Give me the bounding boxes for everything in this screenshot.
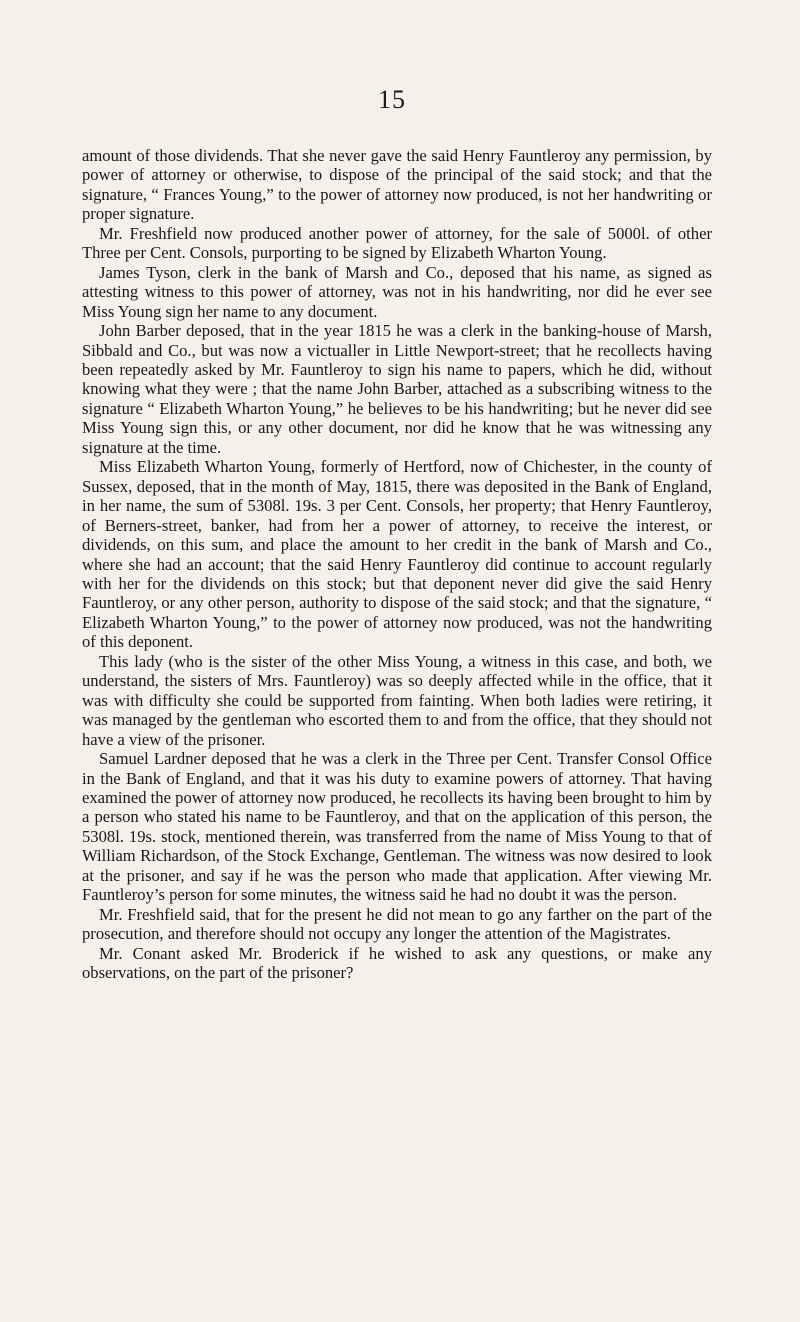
paragraph: Samuel Lardner deposed that he was a clerk in the Three per Cent. Transfer Consol Office in the Bank of England, and that it was his duty to examine powers of attorney. That having examined the power of attorney now produced, he recollects its having been brought to him by a person who stated his name to be Fauntleroy, and that on the application of this person, the 5308l. 19s. stock, mentioned therein, was transferred from the name of Miss Young to that of William Richardson, of the Stock Exchange, Gentleman. The witness was now desired to look at the prisoner, and say if he was the person who made that application. After viewing Mr. Fauntleroy’s person for some minutes, the witness said he had no doubt it was the person. bbox=[82, 749, 712, 905]
paragraph: Mr. Freshfield now produced another power of attorney, for the sale of 5000l. of other Three per Cent. Consols, purporting to be signed by Elizabeth Wharton Young. bbox=[82, 223, 712, 263]
paragraph: This lady (who is the sister of the other Miss Young, a witness in this case, and both, we understand, the sisters of Mrs. Fauntleroy) was so deeply affected while in the office, that it was with difficulty she could be supported from fainting. When both ladies were retiring, it was managed by the gentleman who escorted them to and from the office, that they should not have a view of the prisoner. bbox=[82, 651, 712, 749]
paragraph: Mr. Conant asked Mr. Broderick if he wished to ask any questions, or make any observations, on the part of the prisoner? bbox=[82, 943, 712, 983]
paragraph: amount of those dividends. That she never gave the said Henry Fauntleroy any permission, by power of attorney or otherwise, to dispose of the principal of the said stock; and that the signature, “ Frances Young,” to the power of attorney now produced, is not her handwriting or proper signature. bbox=[82, 146, 712, 224]
paragraph: James Tyson, clerk in the bank of Marsh and Co., deposed that his name, as signed as attesting witness to this power of attorney, was not in his handwriting, nor did he ever see Miss Young sign her name to any document. bbox=[82, 262, 712, 321]
paragraph: John Barber deposed, that in the year 1815 he was a clerk in the banking-house of Marsh, Sibbald and Co., but was now a victualler in Little Newport-street; that he recollects having been repeatedly asked by Mr. Fauntleroy to sign his name to papers, which he did, without knowing what they were ; that the name John Barber, attached as a subscribing witness to the signature “ Elizabeth Wharton Young,” he believes to be his handwriting; but he never did see Miss Young sign this, or any other document, nor did he know that he was witnessing any signature at the time. bbox=[82, 321, 712, 457]
paragraph: Mr. Freshfield said, that for the present he did not mean to go any farther on the part of the prosecution, and therefore should not occupy any longer the attention of the Magistrates. bbox=[82, 904, 712, 944]
body-text bbox=[82, 146, 712, 982]
paragraph: Miss Elizabeth Wharton Young, formerly of Hertford, now of Chichester, in the county of Sussex, deposed, that in the month of May, 1815, there was deposited in the Bank of England, in her name, the sum of 5308l. 19s. 3 per Cent. Consols, her property; that Henry Fauntleroy, of Berners-street, banker, had from her a power of attorney, to receive the interest, or dividends, on this sum, and place the amount to her credit in the bank of Marsh and Co., where she had an account; that the said Henry Fauntleroy did continue to account regularly with her for the dividends on this stock; but that deponent never did give the said Henry Fauntleroy, or any other person, authority to dispose of the said stock; and that the signature, “ Elizabeth Wharton Young,” to the power of attorney now produced, was not the handwriting of this deponent. bbox=[82, 457, 712, 652]
page-number: 15 bbox=[378, 85, 406, 114]
